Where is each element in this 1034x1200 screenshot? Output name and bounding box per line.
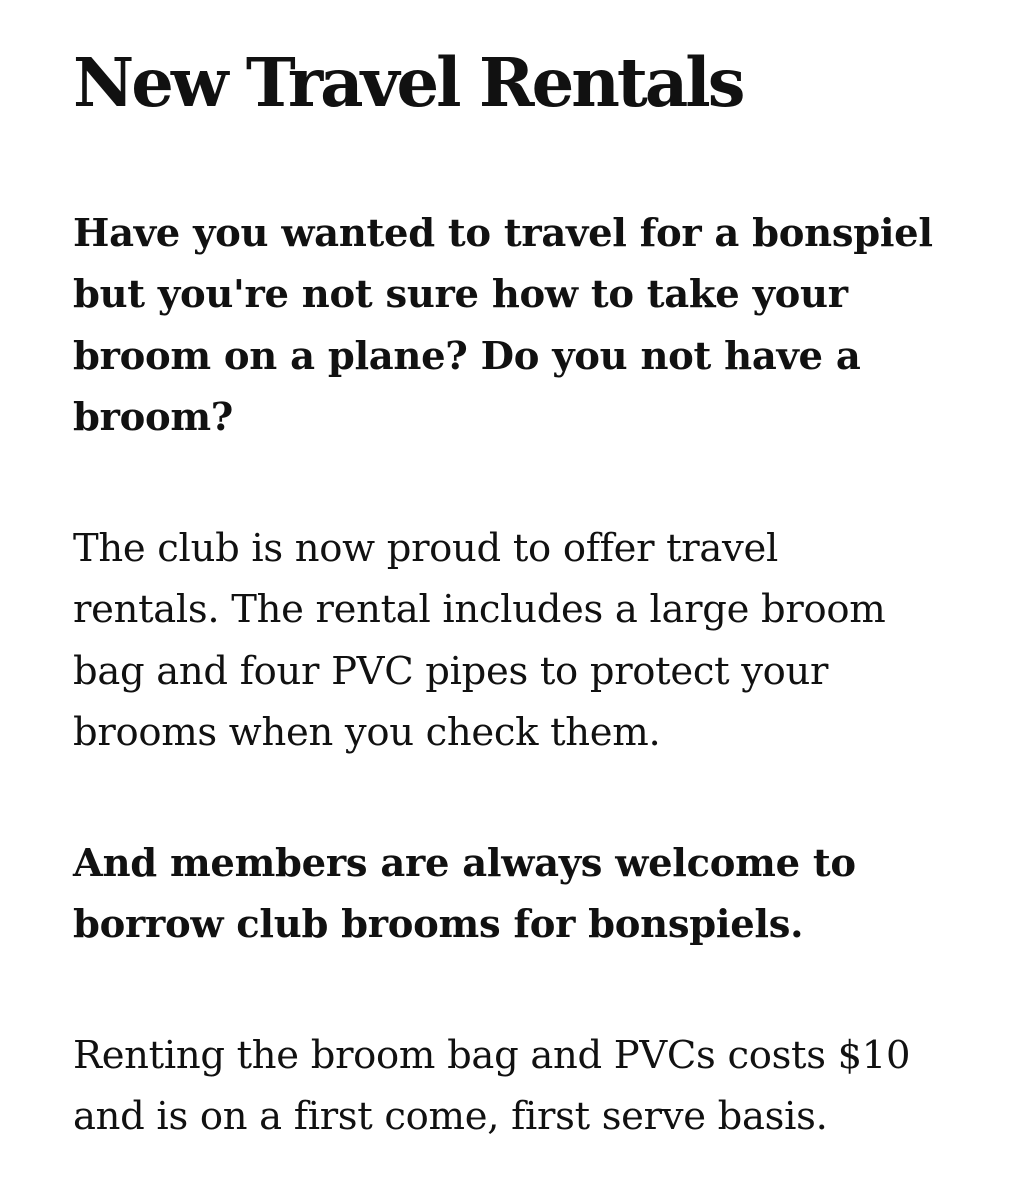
paragraph-line: bag and four PVC pipes to protect your — [73, 648, 829, 694]
paragraph-line: The club is now proud to offer travel — [73, 526, 779, 571]
paragraph-line: Renting the broom bag and PVCs costs $10 — [73, 1033, 911, 1078]
rental-description-paragraph — [73, 518, 973, 763]
intro-question-paragraph — [73, 203, 973, 448]
paragraph-line: broom on a plane? Do you not have a — [73, 333, 861, 379]
paragraph-line: rentals. The rental includes a large broom — [73, 587, 886, 633]
paragraph-line: broom? — [73, 394, 234, 440]
paragraph-line: borrow club brooms for bonspiels. — [73, 902, 804, 948]
paragraph-line: Have you wanted to travel for a bonspiel — [73, 211, 933, 256]
pricing-paragraph — [73, 1025, 973, 1148]
paragraph-line: brooms when you check them. — [73, 709, 661, 755]
article-title: New Travel Rentals — [73, 43, 743, 122]
members-note-paragraph — [73, 833, 973, 956]
paragraph-line: and is on a first come, first serve basis. — [73, 1094, 828, 1140]
paragraph-line: but you're not sure how to take your — [73, 272, 848, 318]
paragraph-line: And members are always welcome to — [73, 841, 856, 886]
